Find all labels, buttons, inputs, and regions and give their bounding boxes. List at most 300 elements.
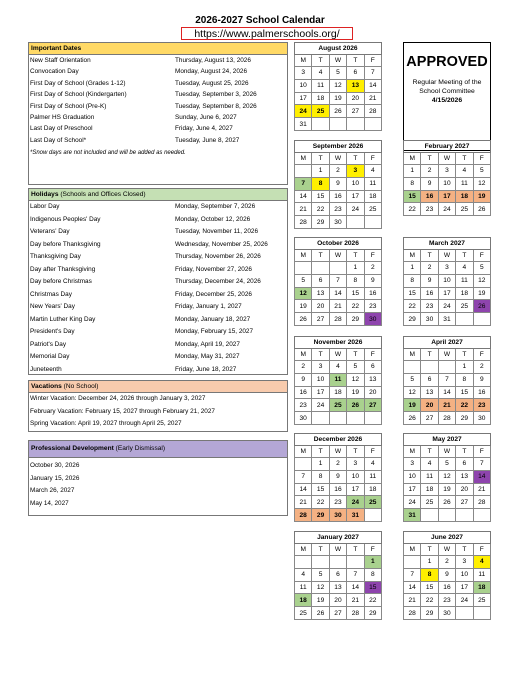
week-row xyxy=(295,470,382,483)
day-cell: 26 xyxy=(438,496,455,509)
important-date-date: Sunday, June 6, 2027 xyxy=(175,113,237,121)
day-cell: 19 xyxy=(404,399,421,412)
day-cell: 19 xyxy=(473,190,490,203)
week-row xyxy=(404,594,491,607)
day-cell: 28 xyxy=(347,607,364,620)
weekday-header: M xyxy=(404,250,421,262)
day-cell: 13 xyxy=(312,287,329,300)
day-cell: 30 xyxy=(364,313,381,326)
vacation-row xyxy=(29,418,287,431)
week-row xyxy=(404,556,491,569)
day-cell: 14 xyxy=(295,483,312,496)
day-cell: 3 xyxy=(347,165,364,178)
holiday-date: Friday, June 18, 2027 xyxy=(175,365,237,373)
week-row xyxy=(295,483,382,496)
day-cell: 8 xyxy=(456,373,473,386)
calendar-december-2026 xyxy=(294,433,382,522)
week-row xyxy=(404,274,491,287)
day-cell: 28 xyxy=(295,509,312,522)
important-date-row xyxy=(29,101,287,112)
holidays-header xyxy=(29,189,287,201)
day-cell: 24 xyxy=(404,496,421,509)
day-cell xyxy=(329,262,346,275)
day-cell: 8 xyxy=(364,568,381,581)
day-cell: 14 xyxy=(347,581,364,594)
week-row xyxy=(404,458,491,471)
day-cell xyxy=(347,556,364,569)
weekday-header: F xyxy=(473,250,490,262)
day-cell: 5 xyxy=(404,373,421,386)
day-cell: 2 xyxy=(295,361,312,374)
important-date-name: Convocation Day xyxy=(30,68,79,76)
pd-panel xyxy=(28,440,288,516)
month-table xyxy=(294,336,382,425)
important-date-name: Last Day of School* xyxy=(30,136,87,144)
month-title: September 2026 xyxy=(295,141,382,153)
weekday-header: T xyxy=(347,446,364,458)
day-cell: 19 xyxy=(438,483,455,496)
day-cell: 5 xyxy=(438,458,455,471)
day-cell: 19 xyxy=(312,594,329,607)
weekday-header: T xyxy=(347,153,364,165)
weekday-header: W xyxy=(438,446,455,458)
important-dates-panel xyxy=(28,42,288,185)
weekday-header: M xyxy=(295,446,312,458)
weekday-header: T xyxy=(312,55,329,67)
weekday-header: T xyxy=(421,446,438,458)
day-cell: 17 xyxy=(312,386,329,399)
day-cell: 25 xyxy=(473,594,490,607)
week-row xyxy=(295,313,382,326)
weekday-header: M xyxy=(404,349,421,361)
day-cell: 25 xyxy=(456,203,473,216)
day-cell: 16 xyxy=(421,190,438,203)
school-url-link[interactable]: https://www.palmerschools.org/ xyxy=(181,27,353,40)
day-cell: 19 xyxy=(473,287,490,300)
day-cell: 27 xyxy=(421,412,438,425)
month-table xyxy=(294,237,382,326)
day-cell: 13 xyxy=(456,470,473,483)
weekday-header: M xyxy=(295,349,312,361)
week-row xyxy=(404,190,491,203)
month-table xyxy=(294,433,382,522)
day-cell: 12 xyxy=(312,581,329,594)
vacation-text: Winter Vacation: December 24, 2026 through January 3, 2027 xyxy=(30,395,206,402)
day-cell: 22 xyxy=(421,594,438,607)
weekday-header: T xyxy=(456,349,473,361)
day-cell: 26 xyxy=(404,412,421,425)
holiday-date: Monday, May 31, 2027 xyxy=(175,353,240,360)
weekday-header: F xyxy=(473,446,490,458)
calendar-january-2027 xyxy=(294,531,382,620)
holiday-date: Monday, January 18, 2027 xyxy=(175,315,251,323)
day-cell: 29 xyxy=(364,607,381,620)
day-cell xyxy=(347,412,364,425)
week-row xyxy=(295,165,382,178)
day-cell: 13 xyxy=(329,581,346,594)
approved-stamp: APPROVED xyxy=(406,54,488,70)
month-title: August 2026 xyxy=(295,43,382,55)
day-cell: 22 xyxy=(456,399,473,412)
day-cell: 23 xyxy=(329,203,346,216)
day-cell: 17 xyxy=(295,92,312,105)
weekday-header: T xyxy=(421,544,438,556)
day-cell: 30 xyxy=(421,313,438,326)
weekday-header: T xyxy=(456,250,473,262)
day-cell: 21 xyxy=(364,92,381,105)
holiday-row xyxy=(29,364,287,377)
pd-date-text: March 26, 2027 xyxy=(30,487,75,494)
vacation-row xyxy=(29,393,287,406)
weekday-header: T xyxy=(347,250,364,262)
holiday-name: Indigenous Peoples' Day xyxy=(30,215,101,223)
calendar-february-2027 xyxy=(403,140,491,216)
day-cell: 11 xyxy=(421,470,438,483)
vacation-row xyxy=(29,406,287,419)
calendar-march-2027 xyxy=(403,237,491,326)
week-row xyxy=(295,412,382,425)
day-cell: 29 xyxy=(404,313,421,326)
day-cell: 14 xyxy=(364,79,381,92)
week-row xyxy=(295,105,382,118)
snow-day-note: *Snow days are not included and will be added as needed. xyxy=(30,150,186,157)
holiday-date: Monday, October 12, 2026 xyxy=(175,215,251,223)
approval-date: 4/15/2026 xyxy=(431,97,463,104)
weekday-header: W xyxy=(329,250,346,262)
day-cell: 1 xyxy=(404,165,421,178)
holidays-subtitle: (Schools and Offices Closed) xyxy=(58,191,146,198)
holiday-date: Friday, December 25, 2026 xyxy=(175,290,252,298)
day-cell: 4 xyxy=(312,67,329,80)
important-dates-title: Important Dates xyxy=(31,45,82,52)
week-row xyxy=(295,287,382,300)
day-cell: 9 xyxy=(364,274,381,287)
week-row xyxy=(404,313,491,326)
month-title: October 2026 xyxy=(295,238,382,250)
holiday-name: Martin Luther King Day xyxy=(30,315,96,323)
day-cell: 6 xyxy=(456,458,473,471)
week-row xyxy=(404,373,491,386)
day-cell: 13 xyxy=(421,386,438,399)
day-cell: 8 xyxy=(347,274,364,287)
day-cell: 9 xyxy=(295,373,312,386)
day-cell: 9 xyxy=(329,177,346,190)
day-cell: 1 xyxy=(312,458,329,471)
day-cell: 27 xyxy=(312,313,329,326)
day-cell: 14 xyxy=(404,581,421,594)
day-cell: 15 xyxy=(456,386,473,399)
month-title: March 2027 xyxy=(404,238,491,250)
week-row xyxy=(295,361,382,374)
week-row xyxy=(295,190,382,203)
day-cell: 11 xyxy=(456,177,473,190)
day-cell: 9 xyxy=(329,470,346,483)
day-cell: 28 xyxy=(329,313,346,326)
week-row xyxy=(404,496,491,509)
day-cell: 21 xyxy=(438,399,455,412)
day-cell: 18 xyxy=(329,386,346,399)
vacations-panel xyxy=(28,380,288,432)
weekday-header: W xyxy=(438,153,455,165)
calendar-april-2027 xyxy=(403,336,491,425)
day-cell xyxy=(438,509,455,522)
important-date-date: Tuesday, September 8, 2026 xyxy=(175,102,257,110)
day-cell: 8 xyxy=(421,568,438,581)
day-cell: 11 xyxy=(364,177,381,190)
day-cell: 2 xyxy=(438,556,455,569)
day-cell: 6 xyxy=(312,274,329,287)
day-cell: 16 xyxy=(329,483,346,496)
holiday-date: Monday, September 7, 2026 xyxy=(175,203,256,210)
day-cell: 14 xyxy=(438,386,455,399)
holiday-date: Tuesday, November 11, 2026 xyxy=(175,228,259,235)
week-row xyxy=(295,67,382,80)
pd-date-text: January 15, 2026 xyxy=(30,474,80,482)
day-cell: 26 xyxy=(347,399,364,412)
day-cell: 30 xyxy=(329,509,346,522)
day-cell xyxy=(456,509,473,522)
weekday-header: T xyxy=(312,349,329,361)
day-cell: 3 xyxy=(456,556,473,569)
day-cell xyxy=(312,118,329,131)
important-date-date: Friday, June 4, 2027 xyxy=(175,125,233,133)
day-cell: 29 xyxy=(421,607,438,620)
approval-line-2: School Committee xyxy=(419,88,475,95)
pd-date-row xyxy=(29,473,287,486)
day-cell: 1 xyxy=(456,361,473,374)
day-cell: 8 xyxy=(312,177,329,190)
day-cell: 4 xyxy=(421,458,438,471)
month-title: December 2026 xyxy=(295,434,382,446)
holiday-row xyxy=(29,339,287,352)
day-cell: 7 xyxy=(438,373,455,386)
day-cell: 29 xyxy=(312,216,329,229)
day-cell xyxy=(421,361,438,374)
vacation-text: Spring Vacation: April 19, 2027 through April 25, 2027 xyxy=(30,420,182,427)
week-row xyxy=(295,386,382,399)
day-cell: 25 xyxy=(329,399,346,412)
holiday-name: Memorial Day xyxy=(30,353,70,360)
day-cell: 18 xyxy=(364,483,381,496)
day-cell: 14 xyxy=(295,190,312,203)
week-row xyxy=(404,470,491,483)
day-cell: 30 xyxy=(329,216,346,229)
vacations-header xyxy=(29,381,287,393)
day-cell: 23 xyxy=(421,300,438,313)
day-cell: 23 xyxy=(295,399,312,412)
day-cell: 27 xyxy=(456,496,473,509)
holiday-date: Friday, January 1, 2027 xyxy=(175,303,242,310)
month-title: May 2027 xyxy=(404,434,491,446)
day-cell xyxy=(364,509,381,522)
day-cell: 15 xyxy=(347,287,364,300)
month-table xyxy=(403,140,491,216)
day-cell: 7 xyxy=(473,458,490,471)
day-cell: 10 xyxy=(347,470,364,483)
day-cell: 2 xyxy=(329,458,346,471)
day-cell: 4 xyxy=(456,262,473,275)
week-row xyxy=(295,458,382,471)
pd-date-row xyxy=(29,460,287,473)
day-cell: 17 xyxy=(438,190,455,203)
day-cell: 22 xyxy=(364,594,381,607)
day-cell: 20 xyxy=(329,594,346,607)
month-table xyxy=(294,42,382,131)
holidays-panel xyxy=(28,188,288,375)
week-row xyxy=(404,177,491,190)
day-cell: 24 xyxy=(438,300,455,313)
day-cell: 31 xyxy=(347,509,364,522)
day-cell: 18 xyxy=(473,581,490,594)
day-cell xyxy=(329,556,346,569)
week-row xyxy=(404,509,491,522)
day-cell: 23 xyxy=(438,594,455,607)
day-cell: 2 xyxy=(421,165,438,178)
weekday-header: T xyxy=(421,250,438,262)
day-cell: 8 xyxy=(312,470,329,483)
weekday-header: T xyxy=(456,544,473,556)
weekday-header: T xyxy=(347,55,364,67)
vacations-title: Vacations xyxy=(31,383,62,390)
important-date-row xyxy=(29,89,287,100)
holiday-row xyxy=(29,351,287,364)
weekday-header: T xyxy=(421,153,438,165)
day-cell: 24 xyxy=(438,203,455,216)
day-cell: 31 xyxy=(438,313,455,326)
weekday-header: W xyxy=(329,55,346,67)
day-cell: 22 xyxy=(404,203,421,216)
holiday-row xyxy=(29,276,287,289)
day-cell: 4 xyxy=(456,165,473,178)
day-cell: 18 xyxy=(421,483,438,496)
holiday-row xyxy=(29,289,287,302)
approval-line-1: Regular Meeting of the xyxy=(412,79,482,86)
holidays-title: Holidays xyxy=(31,191,59,198)
weekday-header: F xyxy=(364,55,381,67)
day-cell xyxy=(347,216,364,229)
holiday-date: Thursday, December 24, 2026 xyxy=(175,278,261,285)
day-cell: 11 xyxy=(329,373,346,386)
day-cell: 12 xyxy=(295,287,312,300)
day-cell: 1 xyxy=(404,262,421,275)
day-cell: 31 xyxy=(404,509,421,522)
day-cell: 30 xyxy=(473,412,490,425)
day-cell: 20 xyxy=(347,92,364,105)
day-cell: 30 xyxy=(295,412,312,425)
month-table xyxy=(403,237,491,326)
weekday-header: W xyxy=(329,153,346,165)
day-cell: 2 xyxy=(329,165,346,178)
pd-date-text: October 30, 2026 xyxy=(30,462,80,469)
day-cell: 6 xyxy=(329,568,346,581)
day-cell: 4 xyxy=(364,458,381,471)
day-cell xyxy=(364,412,381,425)
weekday-header: F xyxy=(473,153,490,165)
day-cell: 16 xyxy=(329,190,346,203)
day-cell: 28 xyxy=(473,496,490,509)
day-cell: 11 xyxy=(364,470,381,483)
day-cell: 2 xyxy=(364,262,381,275)
day-cell: 15 xyxy=(312,483,329,496)
weekday-header: F xyxy=(473,544,490,556)
week-row xyxy=(404,300,491,313)
important-date-row xyxy=(29,66,287,77)
week-row xyxy=(295,581,382,594)
day-cell: 10 xyxy=(312,373,329,386)
day-cell: 16 xyxy=(364,287,381,300)
day-cell: 25 xyxy=(364,496,381,509)
holiday-row xyxy=(29,239,287,252)
day-cell: 7 xyxy=(404,568,421,581)
day-cell: 15 xyxy=(312,190,329,203)
day-cell: 28 xyxy=(364,105,381,118)
day-cell: 16 xyxy=(421,287,438,300)
weekday-header: M xyxy=(295,544,312,556)
weekday-header: M xyxy=(404,446,421,458)
holiday-row xyxy=(29,214,287,227)
day-cell: 31 xyxy=(295,118,312,131)
day-cell: 1 xyxy=(421,556,438,569)
week-row xyxy=(295,118,382,131)
day-cell: 1 xyxy=(364,556,381,569)
week-row xyxy=(295,177,382,190)
day-cell xyxy=(329,412,346,425)
day-cell xyxy=(295,458,312,471)
week-row xyxy=(295,399,382,412)
day-cell: 23 xyxy=(421,203,438,216)
pd-date-row xyxy=(29,485,287,498)
weekday-header: F xyxy=(364,153,381,165)
holiday-row xyxy=(29,226,287,239)
important-dates-header xyxy=(29,43,287,55)
holiday-row xyxy=(29,201,287,214)
weekday-header: T xyxy=(456,153,473,165)
day-cell: 11 xyxy=(295,581,312,594)
holiday-row xyxy=(29,264,287,277)
day-cell: 25 xyxy=(456,300,473,313)
important-date-row xyxy=(29,55,287,66)
day-cell: 9 xyxy=(421,274,438,287)
weekday-header: M xyxy=(295,55,312,67)
day-cell: 7 xyxy=(347,568,364,581)
weekday-header: T xyxy=(347,349,364,361)
day-cell: 18 xyxy=(295,594,312,607)
day-cell: 22 xyxy=(312,203,329,216)
important-date-date: Monday, August 24, 2026 xyxy=(175,68,248,76)
holiday-name: Labor Day xyxy=(30,203,60,210)
day-cell: 5 xyxy=(473,165,490,178)
day-cell: 28 xyxy=(404,607,421,620)
day-cell: 17 xyxy=(456,581,473,594)
day-cell: 15 xyxy=(404,287,421,300)
week-row xyxy=(404,165,491,178)
day-cell: 23 xyxy=(329,496,346,509)
day-cell: 28 xyxy=(438,412,455,425)
week-row xyxy=(295,216,382,229)
weekday-header: W xyxy=(329,349,346,361)
day-cell: 7 xyxy=(295,470,312,483)
weekday-header: M xyxy=(295,250,312,262)
week-row xyxy=(295,203,382,216)
important-date-date: Thursday, August 13, 2026 xyxy=(175,57,251,64)
month-title: June 2027 xyxy=(404,532,491,544)
day-cell: 24 xyxy=(347,203,364,216)
holiday-row xyxy=(29,314,287,327)
day-cell: 20 xyxy=(364,386,381,399)
week-row xyxy=(295,496,382,509)
day-cell: 25 xyxy=(364,203,381,216)
day-cell: 25 xyxy=(312,105,329,118)
